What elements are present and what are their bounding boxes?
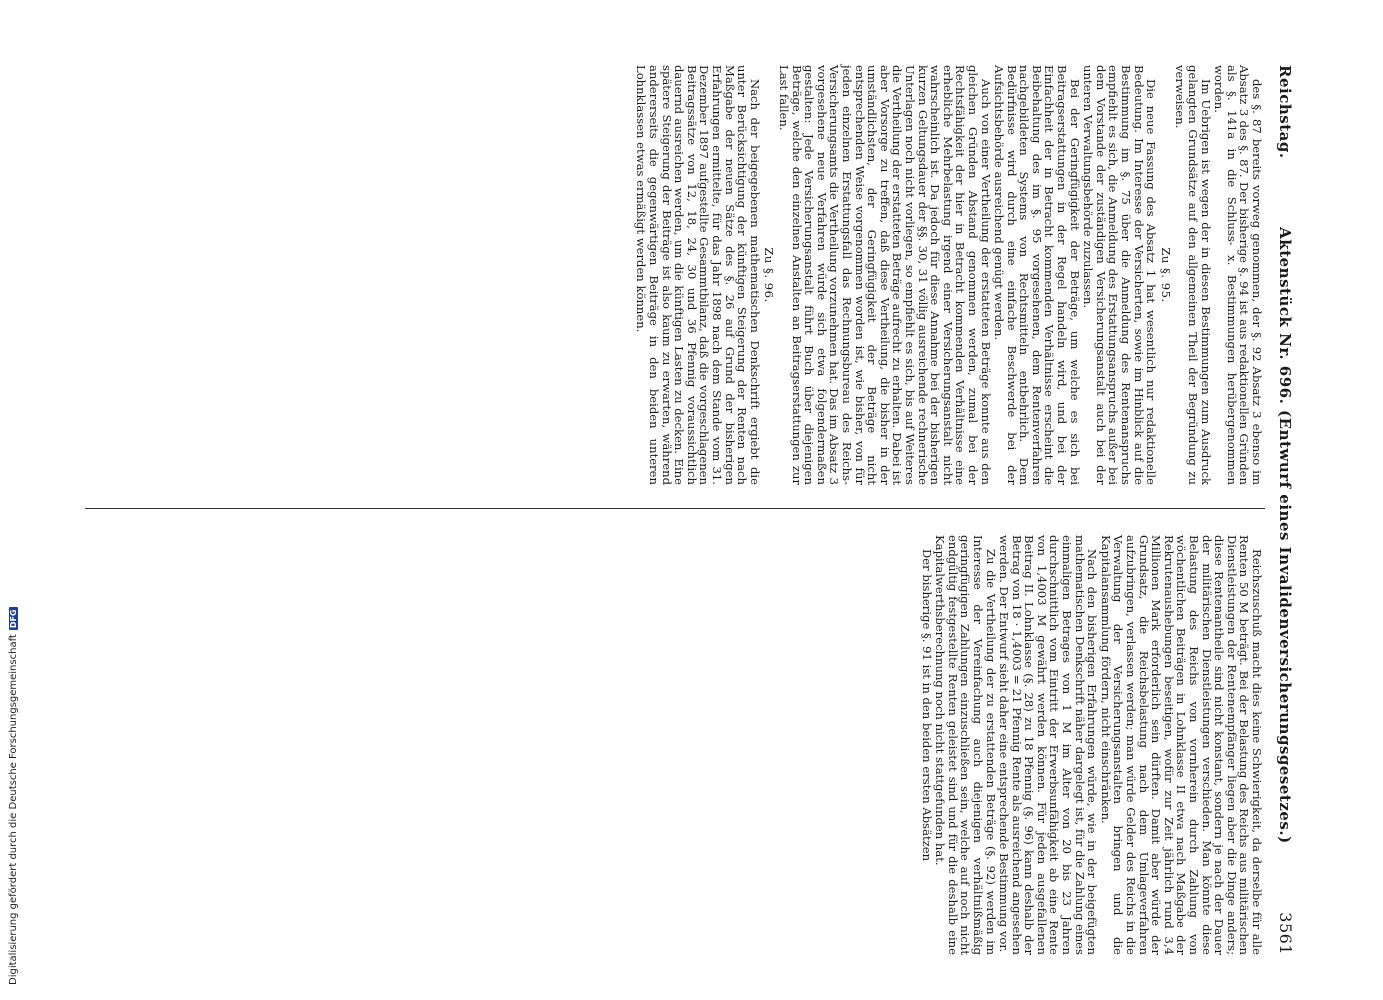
paragraph: Nach den bisherigen Erfahrungen würde, wie in der beigefügten mathematischen Denkschrift näher dargelegt ist, für die Zahlung eines einmaligen Betrages von 1 M im Alter von 20 bis 23 Jahren durchschnittlich vom Eintritt der Erwerbsunfähigkeit ab eine Rente von 1,4003 M gewährt werden können. Für jeden ausgefallenen Beitrag II. Lohnklasse (§. 28) zu 18 Pfennig (§. 96) kann deshalb der Betrag von 18 · 1,4003 = 21 Pfennig Rente als ausreichend angesehen werden. Der Entwurf sieht daher eine entsprechende Bestimmung vor. (997, 535, 1100, 955)
scanned-page (85, 45, 1295, 975)
digitization-credit-text: Digitalisierung gefördert durch die Deutsche Forschungsgemeinschaft (8, 634, 19, 985)
header-left: Reichstag. (1276, 65, 1294, 159)
paragraph: Der bisherige §. 91 ist in den beiden ersten Absätzen (919, 549, 934, 862)
section-heading: Zu §. 95. (1158, 247, 1173, 303)
paragraph: Reichszuschuß macht dies keine Schwierigkeit, da derselbe für alle Renten 50 M beträgt. Bei der Belastung des Reichs aus militärischen Dienstleistungen der Rentenempfänger liegen aber die Dinge anders; diese Rentenantheile sind nicht konstant, sondern je nach der Dauer der militärischen Dienstleistungen verschieden. Man könnte diese Belastung des Reichs von vornherein durch Zahlung von wöchentlichen Beiträgen in Lohnklasse II etwa nach Maßgabe der Rekrutenaushebungen beseitigen, wofür zur Zeit jährlich rund 3,4 Millionen Mark erforderlich sein dürften. Damit aber würde der Grundsatz, die Reichsbelastung nach dem Umlageverfahren aufzubringen, verlassen werden; man würde Gelder des Reichs in die Verwaltung der Versicherungsanstalten bringen und die Kapitalansammlung fördern, nicht einschränken. (1098, 535, 1264, 955)
column-divider (85, 508, 1265, 509)
page-number: 3561 (1276, 912, 1295, 955)
paragraph: Die neue Fassung des Absatz 1 hat wesentlich nur redaktionelle Bedeutung. Im Interesse der Versicherten, sowie im Hinblick auf die Bestimmung im §. 75 über die Anmeldung des Rentenanspruchs empfiehlt es sich, die Anmeldung des Erstattungsanspruchs außer bei dem Vorstande der zuständigen Versicherungsanstalt auch bei der unteren Verwaltungsbehörde zuzulassen. (1081, 65, 1159, 485)
paragraph: des §. 87 bereits vorweg genommen, der §. 92 Absatz 3 ebenso im Absatz 3 des §. 87. Der bisherige §. 94 ist aus redaktionellen Gründen als §. 141a in die Schluss- x. Bestimmungen herübergenommen worden. (1212, 65, 1264, 485)
section-heading: Zu §. 96. (762, 247, 777, 303)
digitization-credit (0, 0, 19, 1000)
header-title: Aktenstück Nr. 696. (Entwurf eines Invalidenversicherungsgesetzes.) (1276, 227, 1294, 844)
page-header (1269, 65, 1295, 955)
paragraph: Nach der beigegebenen mathematischen Denkschrift ergiebt die unter Berücksichtigung der künftigen Steigerung der Renten nach Maßgabe der neuen Sätze des §. 26 auf Grund der bisherigen Erfahrungen ermittelte, für das Jahr 1898 nach dem Stande vom 31. Dezember 1897 aufgestellte Gesammtbilanz, daß die vorgeschlagenen Beitragssätze von 12, 18, 24, 30 und 36 Pfennig voraussichtlich dauernd ausreichen werden, um die künftigen Lasten zu decken. Eine spätere Steigerung der Beiträge ist also kaum zu erwarten, während andererseits die gegenwärtigen Beiträge in den beiden unteren Lohnklassen etwas ermäßigt werden können. (634, 65, 762, 485)
right-column (919, 535, 1263, 955)
left-column (634, 65, 1263, 485)
paragraph: Auch von einer Vertheilung der erstatteten Beträge konnte aus den gleichen Gründen Abstand genommen werden, zumal bei der Rechtsfähigkeit der hier in Betracht kommenden Verhältnisse eine erhebliche Mehrbelastung irgend einer Versicherungsanstalt nicht wahrscheinlich ist. Da jedoch für diese Annahme bei der bisherigen kurzen Geltungsdauer der §§. 30, 31 völlig ausreichende rechnerische Unterlagen noch nicht vorliegen, so empfiehlt es sich, bis auf Weiteres die Vertheilung der erstatteten Beträge aufrecht zu erhalten. Dabei ist aber Vorsorge zu treffen, daß diese Vertheilung, die bisher in der umständlichsten, der Geringfügigkeit der Beträge nicht entsprechenden Weise vorgenommen worden ist, wie bisher, von für jeden einzelnen Erstattungsfall das Rechnungsbureau des Reichs-Versicherungsamts die Vertheilung vorzunehmen hat. Das im Absatz 3 vorgesehene neue Verfahren würde sich etwa folgendermaßen gestalten: Jede Versicherungsanstalt führt Buch über diejenigen Beträge, welche den einzelnen Anstalten an Beitragserstattungen zur Last fallen. (777, 65, 993, 485)
paragraph: Bei der Geringfügigkeit der Beträge, um welche es sich bei Beitragserstattungen in der Regel handeln wird, und bei der Einfachheit der in Betracht kommenden Verhältnisse erscheint die Beibehaltung des im §. 95 vorgesehenen, dem Rentenverfahren nachgebildeten Systems von Rechtsmitteln entbehrlich. Dem Bedürfnisse wird durch eine einfache Beschwerde bei der Aufsichtsbehörde ausreichend genügt werden. (992, 65, 1082, 485)
dfg-logo: DFG (9, 609, 18, 629)
paragraph: Zu die Vertheilung der zu erstattenden Beträge (§. 92) werden im Interesse der Vereinfachung auch diejenigen verhältnißmäßig geringfügigen Zahlungen einzuschließen sein, welche auf noch nicht endgültig festgestellte Renten geleistet sind und für die deshalb eine Kapitalwerthsberechnung noch nicht stattgefunden hat. (933, 535, 998, 955)
paragraph: Im Uebrigen ist wegen der in diesen Bestimmungen zum Ausdruck gelangten Grundsätze auf den allgemeinen Theil der Begründung zu verweisen. (1173, 65, 1213, 485)
